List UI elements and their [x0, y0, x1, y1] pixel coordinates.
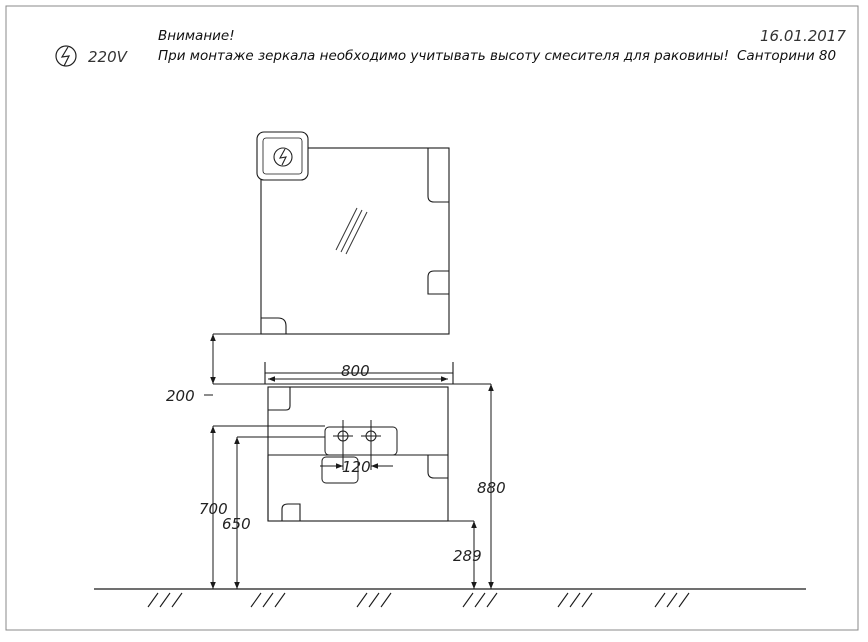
dimension-height-650-label: 650 [222, 515, 251, 533]
dimension-total-height-label: 880 [477, 479, 506, 497]
dimension-faucet-spacing-label: 120 [342, 458, 371, 476]
sheet-border [6, 6, 858, 630]
dimension-height-700 [213, 426, 325, 589]
dimension-height-700-label: 700 [199, 500, 228, 518]
dimension-height-289-label: 289 [453, 547, 482, 565]
drawing-date: 16.01.2017 [760, 27, 846, 45]
dimension-mirror-gap-label: 200 [166, 387, 195, 405]
dimension-width-label: 800 [341, 362, 370, 380]
floor-hatching [148, 593, 689, 607]
mirror-light-switch [257, 132, 308, 180]
mirror-glare-icon [336, 208, 367, 254]
voltage-label: 220V [88, 48, 127, 66]
warning-title: Внимание! [158, 28, 235, 44]
faucet-holes [333, 420, 381, 450]
vanity-unit [265, 362, 453, 521]
model-name: Санторини 80 [737, 48, 837, 64]
power-icon [56, 46, 76, 66]
warning-text: При монтаже зеркала необходимо учитывать высоту смесителя для раковины! [158, 48, 730, 64]
dimension-height-650 [237, 437, 325, 589]
